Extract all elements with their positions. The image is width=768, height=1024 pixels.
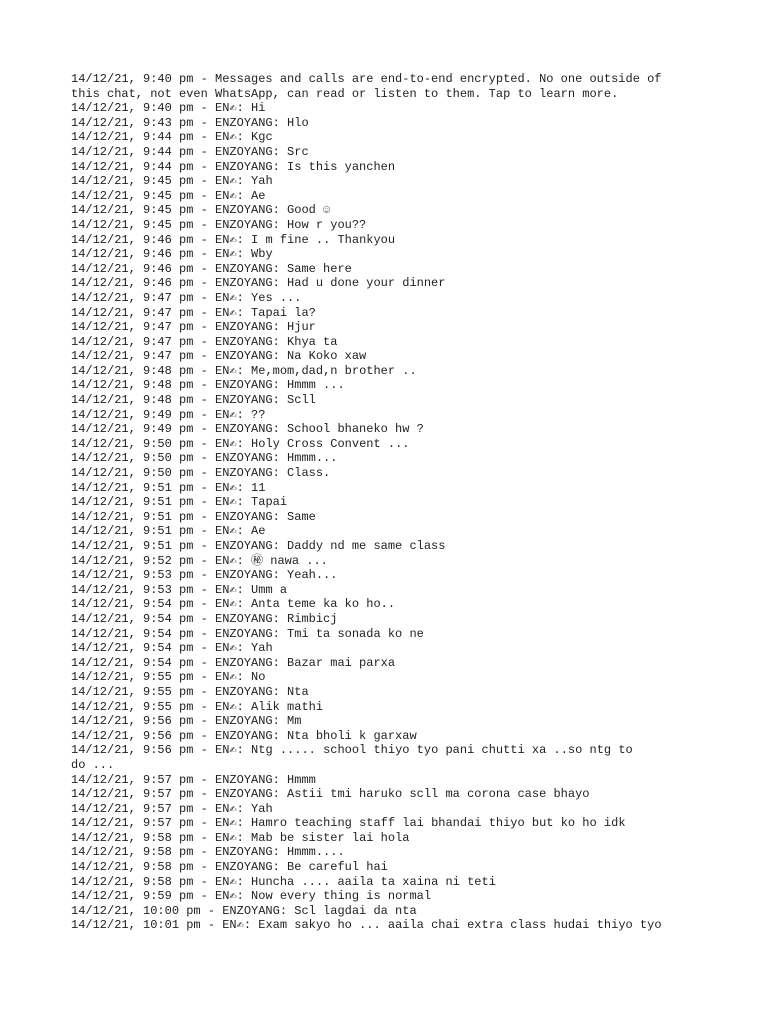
text-line: 14/12/21, 9:47 pm - EN✍: Yes ...: [71, 290, 302, 305]
text-line: 14/12/21, 9:57 pm - ENZOYANG: Hmmm: [71, 772, 316, 787]
text-line: 14/12/21, 9:46 pm - EN✍: Wby: [71, 247, 273, 262]
text-line: 14/12/21, 9:51 pm - ENZOYANG: Same: [71, 509, 316, 524]
text-line: 14/12/21, 9:54 pm - ENZOYANG: Bazar mai parxa: [71, 655, 396, 670]
text-line: 14/12/21, 9:58 pm - EN✍: Mab be sister lai hola: [71, 830, 410, 845]
text-line: 14/12/21, 9:46 pm - EN✍: I m fine .. Thankyou: [71, 232, 396, 247]
text-line: 14/12/21, 9:47 pm - ENZOYANG: Khya ta: [71, 334, 338, 349]
text-line: 14/12/21, 9:47 pm - ENZOYANG: Na Koko xaw: [71, 349, 367, 364]
text-line: 14/12/21, 9:45 pm - EN✍: Yah: [71, 174, 273, 189]
text-line: 14/12/21, 9:45 pm - EN✍: Ae: [71, 188, 266, 203]
text-line: 14/12/21, 9:47 pm - ENZOYANG: Hjur: [71, 320, 316, 335]
text-line: 14/12/21, 9:40 pm - Messages and calls are end-to-end encrypted. No one outside of: [71, 72, 662, 86]
text-line: 14/12/21, 9:48 pm - EN✍: Me,mom,dad,n brother ..: [71, 363, 417, 378]
text-line: 14/12/21, 9:45 pm - ENZOYANG: Good ☺: [71, 203, 331, 218]
text-line: 14/12/21, 9:54 pm - EN✍: Anta teme ka ko ho..: [71, 597, 396, 612]
text-line: 14/12/21, 9:58 pm - EN✍: Huncha .... aaila ta xaina ni teti: [71, 874, 496, 889]
text-line: 14/12/21, 9:50 pm - ENZOYANG: Class.: [71, 466, 331, 481]
text-line: 14/12/21, 9:46 pm - ENZOYANG: Same here: [71, 261, 352, 276]
text-line: 14/12/21, 9:54 pm - EN✍: Yah: [71, 641, 273, 656]
text-line: 14/12/21, 9:56 pm - ENZOYANG: Nta bholi k garxaw: [71, 728, 417, 743]
text-line: 14/12/21, 9:47 pm - EN✍: Tapai la?: [71, 305, 316, 320]
text-line: 14/12/21, 9:53 pm - ENZOYANG: Yeah...: [71, 568, 338, 583]
text-line: 14/12/21, 9:49 pm - ENZOYANG: School bhaneko hw ?: [71, 422, 424, 437]
text-line: 14/12/21, 9:49 pm - EN✍: ??: [71, 407, 266, 422]
text-line: 14/12/21, 9:58 pm - ENZOYANG: Hmmm....: [71, 845, 345, 860]
text-line: 14/12/21, 9:57 pm - EN✍: Hamro teaching staff lai bhandai thiyo but ko ho idk: [71, 816, 626, 831]
text-line: 14/12/21, 10:00 pm - ENZOYANG: Scl lagdai da nta: [71, 903, 417, 918]
text-line: 14/12/21, 10:01 pm - EN✍: Exam sakyo ho ... aaila chai extra class hudai thiyo tyo: [71, 918, 662, 933]
text-line: 14/12/21, 9:48 pm - ENZOYANG: Scll: [71, 393, 316, 408]
text-line: 14/12/21, 9:57 pm - EN✍: Yah: [71, 801, 273, 816]
text-line: 14/12/21, 9:55 pm - EN✍: Alik mathi: [71, 699, 324, 714]
text-line: 14/12/21, 9:54 pm - ENZOYANG: Tmi ta sonada ko ne: [71, 626, 424, 641]
text-line: 14/12/21, 9:44 pm - ENZOYANG: Is this yanchen: [71, 159, 396, 174]
text-line: 14/12/21, 9:57 pm - ENZOYANG: Astii tmi haruko scll ma corona case bhayo: [71, 787, 590, 802]
text-line: 14/12/21, 9:59 pm - EN✍: Now every thing is normal: [71, 889, 432, 904]
text-line: 14/12/21, 9:48 pm - ENZOYANG: Hmmm ...: [71, 378, 345, 393]
text-line: 14/12/21, 9:50 pm - EN✍: Holy Cross Convent ...: [71, 436, 410, 451]
text-line: 14/12/21, 9:40 pm - EN✍: Hi: [71, 101, 266, 116]
text-line: 14/12/21, 9:46 pm - ENZOYANG: Had u done your dinner: [71, 276, 446, 291]
text-line: 14/12/21, 9:44 pm - ENZOYANG: Src: [71, 144, 309, 159]
text-line: 14/12/21, 9:56 pm - ENZOYANG: Mm: [71, 714, 302, 729]
text-line: 14/12/21, 9:56 pm - EN✍: Ntg ..... school thiyo tyo pani chutti xa ..so ntg to: [71, 743, 633, 758]
text-line: 14/12/21, 9:51 pm - ENZOYANG: Daddy nd me same class: [71, 539, 446, 553]
text-line: 14/12/21, 9:52 pm - EN✍: ㊙ nawa ...: [71, 553, 328, 568]
text-line: 14/12/21, 9:44 pm - EN✍: Kgc: [71, 130, 273, 145]
text-line: 14/12/21, 9:58 pm - ENZOYANG: Be careful hai: [71, 860, 388, 875]
text-line: do ...: [71, 757, 115, 772]
text-line: 14/12/21, 9:51 pm - EN✍: Ae: [71, 524, 266, 539]
text-line: 14/12/21, 9:51 pm - EN✍: 11: [71, 480, 266, 495]
chat-export-text: [71, 72, 696, 933]
text-line: 14/12/21, 9:55 pm - EN✍: No: [71, 670, 266, 685]
text-line: 14/12/21, 9:43 pm - ENZOYANG: Hlo: [71, 115, 309, 130]
text-line: 14/12/21, 9:55 pm - ENZOYANG: Nta: [71, 684, 309, 699]
text-line: 14/12/21, 9:45 pm - ENZOYANG: How r you??: [71, 217, 367, 232]
text-line: 14/12/21, 9:53 pm - EN✍: Umm a: [71, 582, 288, 597]
text-line: this chat, not even WhatsApp, can read or listen to them. Tap to learn more.: [71, 86, 619, 101]
text-line: 14/12/21, 9:50 pm - ENZOYANG: Hmmm...: [71, 451, 338, 466]
text-line: 14/12/21, 9:51 pm - EN✍: Tapai: [71, 495, 288, 510]
text-line: 14/12/21, 9:54 pm - ENZOYANG: Rimbicj: [71, 611, 338, 626]
